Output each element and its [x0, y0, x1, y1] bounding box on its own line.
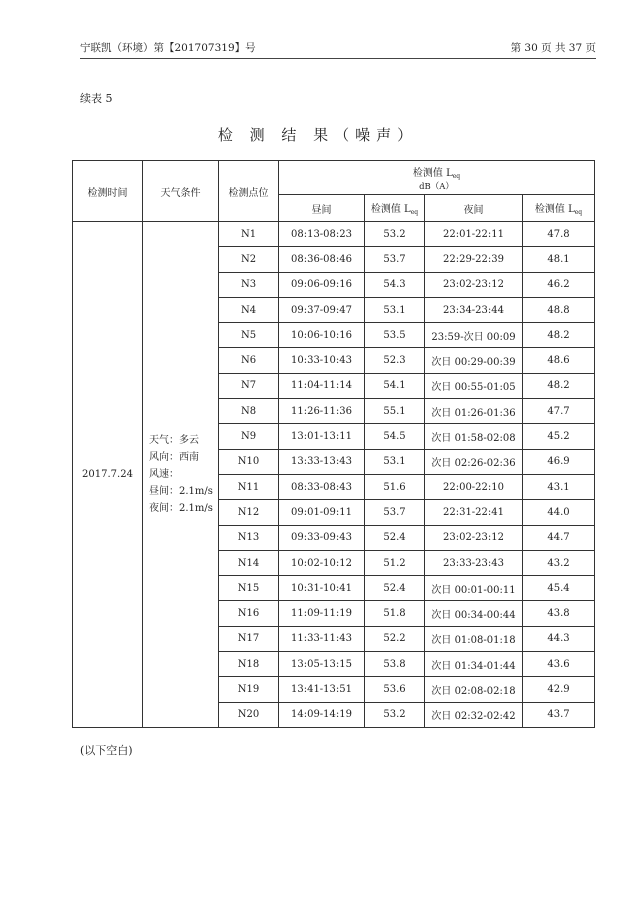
night-value-cell: 47.7	[523, 399, 595, 424]
night-value-cell: 48.2	[523, 323, 595, 348]
day-value-cell: 53.5	[365, 323, 425, 348]
header-day-value	[365, 195, 425, 222]
day-time-cell: 10:31-10:41	[279, 576, 365, 601]
weather-line: 天气：多云	[149, 434, 199, 446]
day-value-cell: 53.2	[365, 222, 425, 247]
night-value-cell: 44.7	[523, 525, 595, 550]
blank-below-note: (以下空白)	[80, 744, 133, 757]
day-time-cell: 09:06-09:16	[279, 272, 365, 297]
table-row	[73, 222, 595, 247]
day-time-cell: 08:33-08:43	[279, 474, 365, 499]
day-value-cell: 53.7	[365, 247, 425, 272]
header-night-value-label: 检测值 L	[534, 204, 575, 215]
header-point: 检测点位	[219, 161, 279, 222]
point-cell: N17	[219, 626, 279, 651]
day-time-cell: 11:26-11:36	[279, 399, 365, 424]
day-value-cell: 52.2	[365, 626, 425, 651]
night-time-cell: 23:34-23:44	[425, 297, 523, 322]
night-time-cell: 次日 02:32-02:42	[425, 702, 523, 727]
night-value-cell: 48.2	[523, 373, 595, 398]
point-cell: N2	[219, 247, 279, 272]
header-day: 昼间	[279, 195, 365, 222]
night-time-cell: 次日 01:34-01:44	[425, 652, 523, 677]
day-value-cell: 52.4	[365, 525, 425, 550]
night-value-cell: 48.8	[523, 297, 595, 322]
day-value-cell: 54.5	[365, 424, 425, 449]
day-value-cell: 54.3	[365, 272, 425, 297]
night-time-cell: 次日 01:08-01:18	[425, 626, 523, 651]
header-day-value-sub: eq	[410, 209, 419, 216]
day-time-cell: 09:37-09:47	[279, 297, 365, 322]
night-time-cell: 22:01-22:11	[425, 222, 523, 247]
day-time-cell: 10:02-10:12	[279, 550, 365, 575]
night-value-cell: 43.6	[523, 652, 595, 677]
point-cell: N18	[219, 652, 279, 677]
header-detect-time: 检测时间	[73, 161, 143, 222]
night-time-cell: 次日 02:26-02:36	[425, 449, 523, 474]
day-value-cell: 53.2	[365, 702, 425, 727]
day-time-cell: 10:06-10:16	[279, 323, 365, 348]
day-value-cell: 55.1	[365, 399, 425, 424]
page-number: 第 30 页 共 37 页	[510, 42, 596, 54]
point-cell: N10	[219, 449, 279, 474]
point-cell: N4	[219, 297, 279, 322]
day-value-cell: 53.1	[365, 449, 425, 474]
night-time-cell: 次日 00:55-01:05	[425, 373, 523, 398]
point-cell: N7	[219, 373, 279, 398]
night-value-cell: 44.0	[523, 500, 595, 525]
day-value-cell: 53.7	[365, 500, 425, 525]
day-value-cell: 52.3	[365, 348, 425, 373]
day-time-cell: 11:09-11:19	[279, 601, 365, 626]
weather-line: 风速：	[149, 468, 179, 480]
point-cell: N11	[219, 474, 279, 499]
day-value-cell: 51.2	[365, 550, 425, 575]
header-divider	[80, 58, 596, 59]
point-cell: N16	[219, 601, 279, 626]
night-time-cell: 22:31-22:41	[425, 500, 523, 525]
night-time-cell: 次日 00:34-00:44	[425, 601, 523, 626]
point-cell: N5	[219, 323, 279, 348]
day-time-cell: 13:41-13:51	[279, 677, 365, 702]
header-value-group-sub: eq	[452, 172, 461, 180]
day-time-cell: 10:33-10:43	[279, 348, 365, 373]
day-time-cell: 13:05-13:15	[279, 652, 365, 677]
header-day-value-label: 检测值 L	[370, 204, 411, 215]
day-time-cell: 14:09-14:19	[279, 702, 365, 727]
table-body	[73, 222, 595, 728]
point-cell: N1	[219, 222, 279, 247]
point-cell: N12	[219, 500, 279, 525]
day-value-cell: 53.8	[365, 652, 425, 677]
day-time-cell: 08:36-08:46	[279, 247, 365, 272]
night-time-cell: 22:29-22:39	[425, 247, 523, 272]
header-night-value	[523, 195, 595, 222]
night-value-cell: 46.2	[523, 272, 595, 297]
noise-results-table	[72, 160, 595, 728]
night-value-cell: 48.6	[523, 348, 595, 373]
weather-line: 夜间：2.1m/s	[149, 502, 213, 514]
day-time-cell: 08:13-08:23	[279, 222, 365, 247]
day-time-cell: 13:01-13:11	[279, 424, 365, 449]
header-value-group	[279, 161, 595, 195]
night-value-cell: 43.1	[523, 474, 595, 499]
night-value-cell: 45.2	[523, 424, 595, 449]
night-value-cell: 45.4	[523, 576, 595, 601]
day-time-cell: 09:01-09:11	[279, 500, 365, 525]
continued-table-label: 续表 5	[80, 92, 113, 105]
header-night: 夜间	[425, 195, 523, 222]
day-time-cell: 09:33-09:43	[279, 525, 365, 550]
detect-date: 2017.7.24	[73, 222, 143, 728]
weather-line: 风向：西南	[149, 451, 199, 463]
day-value-cell: 51.8	[365, 601, 425, 626]
page-header	[80, 40, 596, 58]
point-cell: N19	[219, 677, 279, 702]
night-value-cell: 46.9	[523, 449, 595, 474]
header-night-value-sub: eq	[574, 209, 583, 216]
night-time-cell: 次日 01:26-01:36	[425, 399, 523, 424]
page-title: 检 测 结 果（噪声）	[217, 126, 419, 144]
day-value-cell: 52.4	[365, 576, 425, 601]
point-cell: N9	[219, 424, 279, 449]
header-value-unit: dB（A）	[419, 181, 454, 192]
night-time-cell: 23:02-23:12	[425, 525, 523, 550]
point-cell: N14	[219, 550, 279, 575]
day-value-cell: 54.1	[365, 373, 425, 398]
night-value-cell: 48.1	[523, 247, 595, 272]
night-time-cell: 23:33-23:43	[425, 550, 523, 575]
point-cell: N15	[219, 576, 279, 601]
night-time-cell: 23:02-23:12	[425, 272, 523, 297]
night-value-cell: 44.3	[523, 626, 595, 651]
weather-line: 昼间：2.1m/s	[149, 485, 213, 497]
night-time-cell: 23:59-次日 00:09	[425, 323, 523, 348]
header-weather: 天气条件	[143, 161, 219, 222]
night-value-cell: 43.7	[523, 702, 595, 727]
point-cell: N3	[219, 272, 279, 297]
point-cell: N13	[219, 525, 279, 550]
report-number: 宁联凯（环境）第【201707319】号	[80, 42, 256, 54]
weather-conditions	[143, 222, 219, 728]
point-cell: N20	[219, 702, 279, 727]
point-cell: N6	[219, 348, 279, 373]
night-time-cell: 次日 01:58-02:08	[425, 424, 523, 449]
night-value-cell: 43.8	[523, 601, 595, 626]
day-time-cell: 11:04-11:14	[279, 373, 365, 398]
night-time-cell: 次日 02:08-02:18	[425, 677, 523, 702]
day-time-cell: 13:33-13:43	[279, 449, 365, 474]
night-value-cell: 43.2	[523, 550, 595, 575]
header-value-group-label: 检测值 L	[412, 167, 453, 179]
point-cell: N8	[219, 399, 279, 424]
day-value-cell: 53.1	[365, 297, 425, 322]
day-time-cell: 11:33-11:43	[279, 626, 365, 651]
day-value-cell: 53.6	[365, 677, 425, 702]
day-value-cell: 51.6	[365, 474, 425, 499]
night-time-cell: 次日 00:29-00:39	[425, 348, 523, 373]
night-value-cell: 42.9	[523, 677, 595, 702]
night-time-cell: 22:00-22:10	[425, 474, 523, 499]
night-time-cell: 次日 00:01-00:11	[425, 576, 523, 601]
night-value-cell: 47.8	[523, 222, 595, 247]
